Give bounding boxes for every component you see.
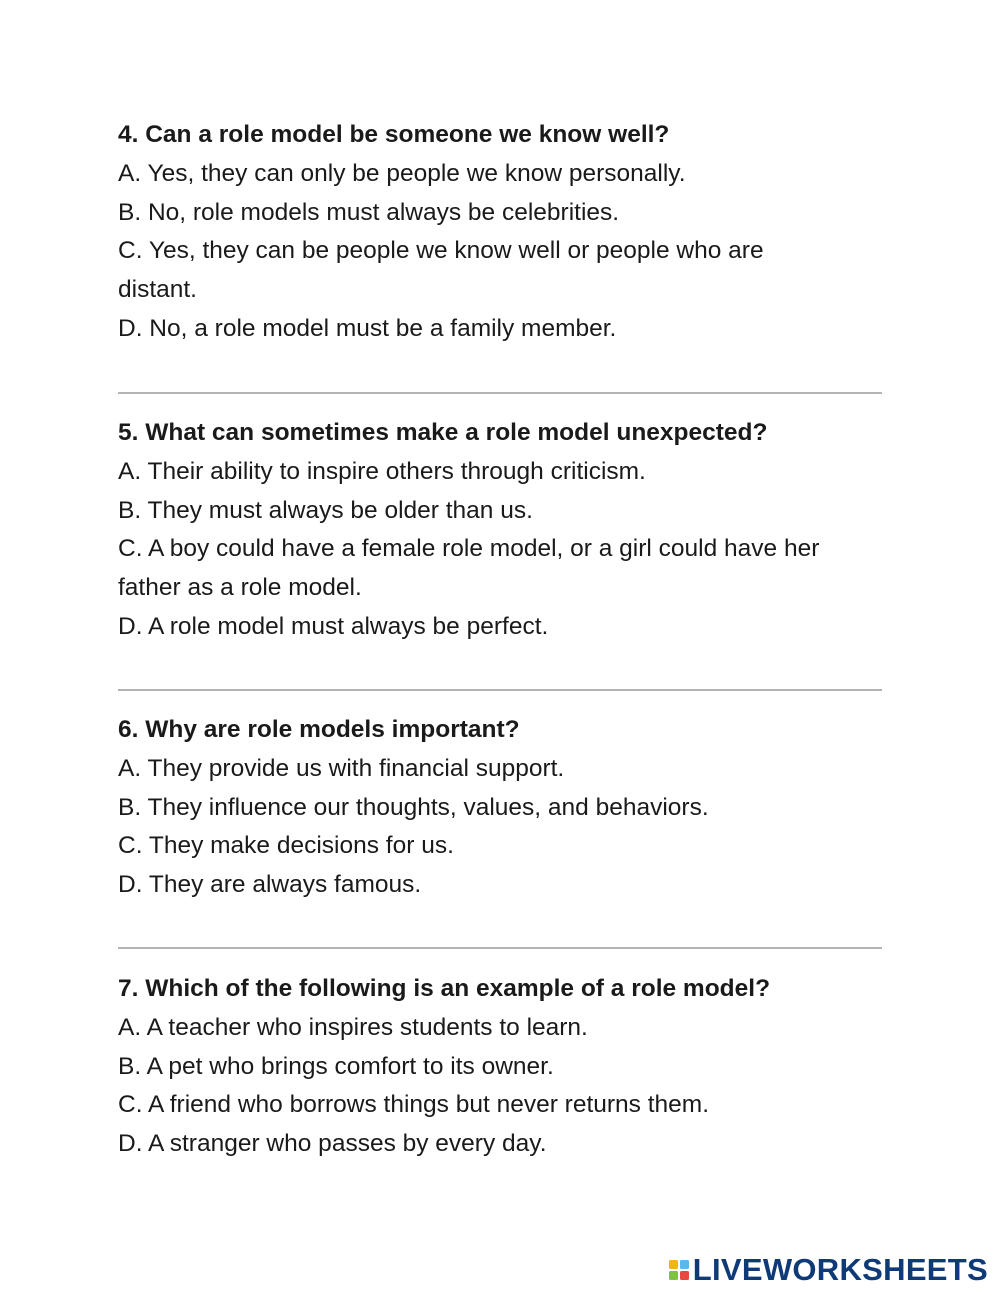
- logo-square-2: [680, 1260, 689, 1269]
- question-6: [118, 711, 882, 905]
- option-c: C. They make decisions for us.: [118, 832, 454, 860]
- option-a: A. Their ability to inspire others through criticism.: [118, 457, 646, 485]
- brand-name: LIVEWORKSHEETS: [692, 1252, 988, 1287]
- divider: [118, 947, 882, 949]
- divider: [118, 689, 882, 691]
- question-title: 5. What can sometimes make a role model unexpected?: [118, 419, 768, 446]
- option-d: D. They are always famous.: [118, 871, 422, 899]
- option-d: D. A role model must always be perfect.: [118, 612, 549, 640]
- question-title: 7. Which of the following is an example of a role model?: [118, 975, 771, 1002]
- question-title: 4. Can a role model be someone we know well?: [118, 121, 670, 148]
- liveworksheets-logo: [669, 1253, 988, 1287]
- question-7: [118, 970, 882, 1164]
- option-a: A. A teacher who inspires students to learn.: [118, 1013, 588, 1041]
- option-b: B. They influence our thoughts, values, and behaviors.: [118, 793, 709, 821]
- question-title: 6. Why are role models important?: [118, 716, 520, 743]
- question-5: [118, 414, 882, 647]
- logo-square-4: [680, 1271, 689, 1280]
- option-c: C. A boy could have a female role model, or a girl could have her father as a role model.: [118, 535, 820, 602]
- question-4: [118, 116, 882, 349]
- option-b: B. They must always be older than us.: [118, 496, 533, 524]
- liveworksheets-logo-icon: [669, 1260, 689, 1280]
- divider: [118, 392, 882, 394]
- option-d: D. A stranger who passes by every day.: [118, 1130, 547, 1158]
- option-c: C. A friend who borrows things but never returns them.: [118, 1091, 710, 1119]
- option-b: B. A pet who brings comfort to its owner.: [118, 1052, 554, 1080]
- option-d: D. No, a role model must be a family member.: [118, 314, 617, 342]
- option-c: C. Yes, they can be people we know well or people who are distant.: [118, 237, 764, 304]
- logo-square-1: [669, 1260, 678, 1269]
- option-a: A. Yes, they can only be people we know personally.: [118, 159, 686, 187]
- logo-square-3: [669, 1271, 678, 1280]
- option-b: B. No, role models must always be celebrities.: [118, 198, 620, 226]
- option-a: A. They provide us with financial support.: [118, 754, 565, 782]
